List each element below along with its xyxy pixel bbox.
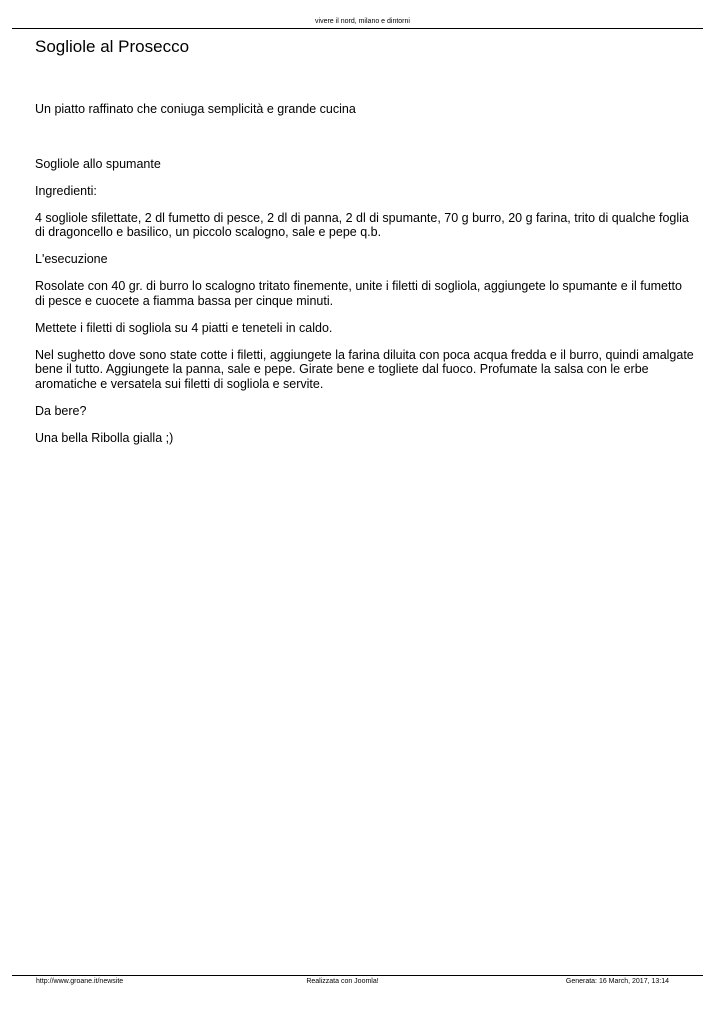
footer-url: http://www.groane.it/newsite (36, 978, 124, 985)
ingredients-list: 4 sogliole sfilettate, 2 dl fumetto di pesce, 2 dl di panna, 2 dl di spumante, 70 g burro, 20 g farina, trito di qualche foglia di dragoncello e basilico, un piccolo scalogno, sale e pepe q.b. (35, 210, 689, 239)
footer-credit: Realizzata con Joomla! (306, 978, 379, 985)
drink-question: Da bere? (35, 403, 87, 418)
ingredients-heading: Ingredienti: (35, 183, 97, 198)
article-intro: Un piatto raffinato che coniuga semplicità e grande cucina (35, 102, 356, 116)
method-step-1: Rosolate con 40 gr. di burro lo scalogno tritato finemente, unite i filetti di sogliola, aggiungete lo spumante e il fumetto di pesce e cuocete a fiamma bassa per cinque minuti. (35, 279, 682, 308)
method-heading: L'esecuzione (35, 252, 108, 266)
page-footer (0, 977, 725, 987)
site-name-header: vivere il nord, milano e dintorni (315, 18, 410, 25)
header-divider (12, 28, 703, 29)
method-step-2: Mettete i filetti di sogliola su 4 piatti e teneteli in caldo. (35, 320, 333, 335)
article-body (35, 102, 695, 458)
recipe-subtitle: Sogliole allo spumante (35, 156, 161, 171)
drink-suggestion: Una bella Ribolla gialla ;) (35, 430, 174, 445)
footer-divider (12, 975, 703, 976)
footer-generated-date: Generata: 16 March, 2017, 13:14 (565, 978, 669, 985)
article-title: Sogliole al Prosecco (35, 37, 190, 56)
method-step-3: Nel sughetto dove sono state cotte i filetti, aggiungete la farina diluita con poca acqua fredda e il burro, quindi amalgate bene il tutto. Aggiungete la panna, sale e pepe. Girate bene e togliete dal fuoco. Profumate la salsa con le erbe aromatiche e versatela sui filetti di sogliola e servite. (35, 347, 694, 391)
